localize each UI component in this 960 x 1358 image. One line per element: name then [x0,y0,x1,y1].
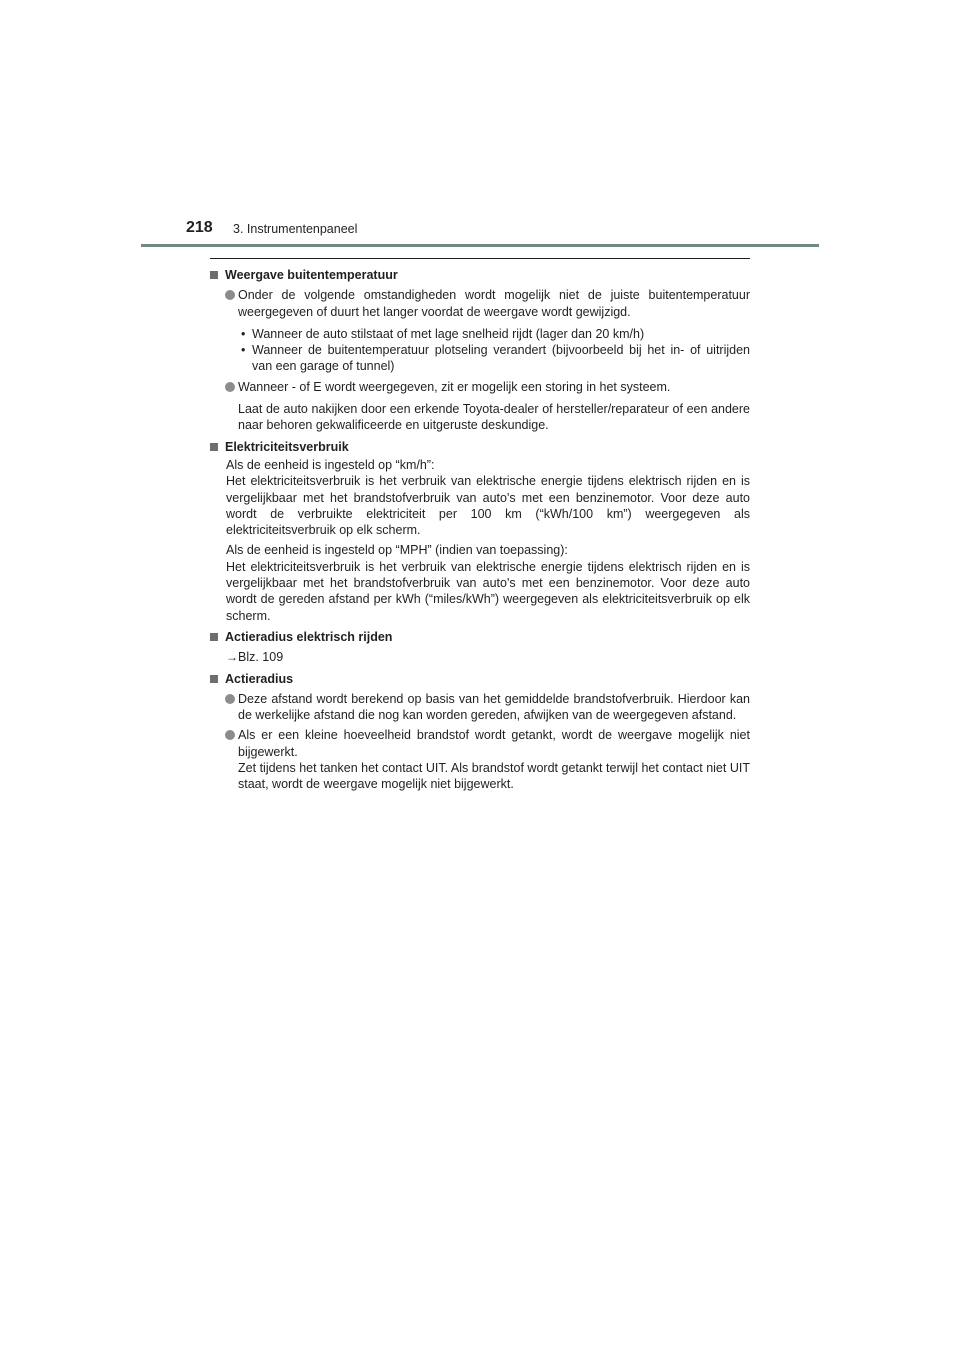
circle-bullet-icon [225,694,235,704]
dot-marker: • [241,343,246,358]
paragraph-intro: Als de eenheid is ingesteld op “MPH” (indien van toepassing): [226,543,568,558]
list-item [210,691,750,724]
bullet-note: Laat de auto nakijken door een erkende Toyota-dealer of hersteller/reparateur of een andere naar behoren gekwalificeerde en uitgeruste deskundige. [238,402,750,433]
sub-list [210,326,750,375]
paragraph [226,457,750,538]
bullet-text: Zet tijdens het tanken het contact UIT. Als brandstof wordt getankt terwijl het contact niet UIT staat, wordt de weergave mogelijk niet bijgewerkt. [238,761,750,792]
list-item [210,727,750,792]
page-number: 218 [186,219,213,236]
section-title: Actieradius [225,671,294,686]
section-title: Weergave buitentemperatuur [225,268,398,282]
dot-marker: • [241,326,246,341]
section-range [210,671,750,793]
reference-text: Blz. 109 [238,650,284,665]
section-title: Actieradius elektrisch rijden [225,629,393,644]
sub-list-item [210,342,750,375]
circle-bullet-icon [225,730,235,740]
section-title: Elektriciteitsverbruik [225,439,349,454]
page-content [210,258,750,798]
sub-item-text: Wanneer de buitentemperatuur plotseling verandert (bijvoorbeeld bij het in- of uitrijden van een garage of tunnel) [252,343,750,374]
circle-bullet-icon [225,290,235,300]
square-bullet-icon [210,443,218,451]
square-bullet-icon [210,675,218,683]
chapter-title: 3. Instrumentenpaneel [233,222,358,236]
page-reference[interactable] [210,649,750,665]
header-rule [141,244,819,247]
square-bullet-icon [210,271,218,279]
bullet-text: Wanneer - of E wordt weergegeven, zit er mogelijk een storing in het systeem. [238,379,671,394]
bullet-text: Als er een kleine hoeveelheid brandstof wordt getankt, wordt de weergave mogelijk niet bijgewerkt. [238,728,750,759]
paragraph-text: Het elektriciteitsverbruik is het verbruik van elektrische energie tijdens elektrisch rijden en is vergelijkbaar met het brandstofverbruik van auto's met een benzinemotor. Voor deze auto wordt de verbruikte elektriciteit per 100 km (“kWh/100 km”) weergegeven als elektriciteitsverbruik op elk scherm. [226,474,750,538]
list-item [210,379,750,395]
section-ev-range [210,629,750,666]
paragraph-text: Het elektriciteitsverbruik is het verbruik van elektrische energie tijdens elektrisch rijden en is vergelijkbaar met het brandstofverbruik van auto's met een benzinemotor. Voor deze auto wordt de gereden afstand per kWh (“miles/kWh”) weergegeven als elektriciteitsverbruik op elk scherm. [226,559,750,623]
sub-item-text: Wanneer de auto stilstaat of met lage snelheid rijdt (lager dan 20 km/h) [252,326,645,341]
square-bullet-icon [210,633,218,641]
bullet-text: Deze afstand wordt berekend op basis van het gemiddelde brandstofverbruik. Hierdoor kan de werkelijke afstand die nog kan worden gereden, afwijken van de weergegeven afstand. [238,691,750,723]
sub-list-item [210,326,750,342]
bullet-text: Onder de volgende omstandigheden wordt mogelijk niet de juiste buitentemperatuur weergegeven of duurt het langer voordat de weergave wordt gewijzigd. [238,288,750,319]
section-outside-temperature [210,267,750,434]
section-electricity-consumption [210,439,750,624]
arrow-right-icon: → [226,650,238,665]
circle-bullet-icon [225,382,235,392]
list-item [210,287,750,320]
paragraph-intro: Als de eenheid is ingesteld op “km/h”: [226,457,435,472]
paragraph [226,542,750,623]
